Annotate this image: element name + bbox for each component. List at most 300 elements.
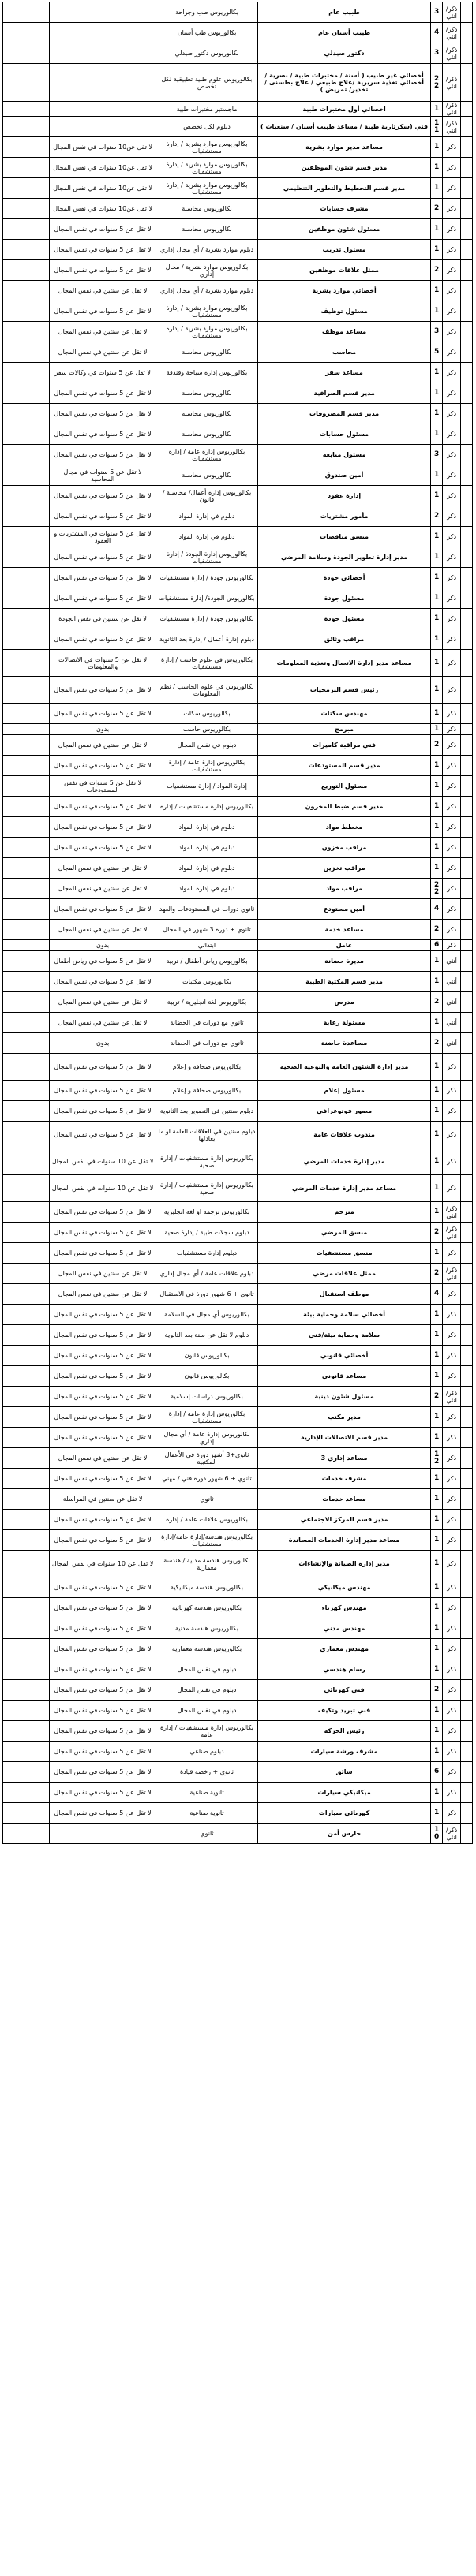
job-title-cell: مراقب مواد bbox=[257, 879, 430, 899]
count-cell: 2 bbox=[431, 1033, 443, 1054]
row-number-cell bbox=[461, 363, 473, 383]
table-row bbox=[3, 629, 473, 650]
blank-cell bbox=[3, 838, 50, 858]
count-cell: 1 bbox=[431, 1783, 443, 1803]
blank-cell bbox=[3, 1305, 50, 1325]
blank-cell bbox=[3, 1387, 50, 1407]
blank-cell bbox=[3, 465, 50, 486]
row-number-cell bbox=[461, 1081, 473, 1101]
row-number-cell bbox=[461, 102, 473, 117]
blank-cell bbox=[3, 301, 50, 322]
gender-cell: ذكر bbox=[443, 1448, 461, 1469]
qualification-cell: ثانوي bbox=[156, 1489, 258, 1510]
count-cell: 1 bbox=[431, 1175, 443, 1202]
qualification-cell: بكالوريوس إدارة مستشفيات / إدارة عامة bbox=[156, 1721, 258, 1742]
job-vacancies-sheet bbox=[2, 2, 473, 1844]
table-row bbox=[3, 1101, 473, 1122]
gender-cell: ذكر bbox=[443, 363, 461, 383]
table-row bbox=[3, 1223, 473, 1243]
blank-cell bbox=[3, 1489, 50, 1510]
gender-cell: ذكر bbox=[443, 199, 461, 219]
blank-cell bbox=[3, 322, 50, 342]
row-number-cell bbox=[461, 1721, 473, 1742]
row-number-cell bbox=[461, 527, 473, 547]
experience-cell: لا تقل عن 5 سنوات في نفس المجال bbox=[50, 1721, 156, 1742]
experience-cell: لا تقل عن سنتين في نفس المجال bbox=[50, 281, 156, 301]
job-title-cell: مدرس bbox=[257, 992, 430, 1013]
experience-cell: لا تقل عن سنتين في نفس المجال bbox=[50, 992, 156, 1013]
experience-cell: لا تقل عن 5 سنوات في نفس المجال bbox=[50, 1101, 156, 1122]
experience-cell: لا تقل عن 10 سنوات في نفس المجال bbox=[50, 1551, 156, 1577]
row-number-cell bbox=[461, 1618, 473, 1639]
blank-cell bbox=[3, 1469, 50, 1489]
gender-cell: ذكر bbox=[443, 383, 461, 404]
gender-cell: ذكر bbox=[443, 609, 461, 629]
row-number-cell bbox=[461, 1305, 473, 1325]
table-row bbox=[3, 972, 473, 992]
count-cell: 2 bbox=[431, 992, 443, 1013]
count-cell: 2 bbox=[431, 920, 443, 940]
blank-cell bbox=[3, 724, 50, 735]
experience-cell: لا تقل عن 5 سنوات في نفس المجال bbox=[50, 838, 156, 858]
experience-cell: لا تقل عن 5 سنوات في نفس المجال bbox=[50, 756, 156, 776]
qualification-cell: بكالوريوس لغة انجليزية / تربية bbox=[156, 992, 258, 1013]
job-title-cell: ميكانيكي سيارات bbox=[257, 1783, 430, 1803]
job-title-cell: مدير إدارة خدمات المرضي bbox=[257, 1148, 430, 1175]
count-cell: 1 bbox=[431, 704, 443, 724]
table-row bbox=[3, 301, 473, 322]
blank-cell bbox=[3, 1721, 50, 1742]
gender-cell: ذكر bbox=[443, 1598, 461, 1618]
count-cell: 1 bbox=[431, 1013, 443, 1033]
qualification-cell: دبلوم سنتين في التصوير بعد الثانوية bbox=[156, 1101, 258, 1122]
job-title-cell: دكتور صيدلي bbox=[257, 43, 430, 64]
experience-cell: لا تقل عن 5 سنوات في نفس المجال bbox=[50, 301, 156, 322]
qualification-cell: بكالوريوس صحافة و إعلام bbox=[156, 1081, 258, 1101]
gender-cell: ذكر bbox=[443, 1577, 461, 1598]
experience-cell: لا تقل عن 5 سنوات في نفس المجال bbox=[50, 240, 156, 260]
blank-cell bbox=[3, 219, 50, 240]
blank-cell bbox=[3, 951, 50, 972]
count-cell: 1 bbox=[431, 1803, 443, 1824]
job-title-cell: فني مراقبة كاميرات bbox=[257, 735, 430, 756]
count-cell: 1 bbox=[431, 178, 443, 199]
qualification-cell: بكالوريوس قانون bbox=[156, 1366, 258, 1387]
blank-cell bbox=[3, 445, 50, 465]
count-cell: 1 bbox=[431, 424, 443, 445]
count-cell: 1 bbox=[431, 1243, 443, 1264]
row-number-cell bbox=[461, 1701, 473, 1721]
count-cell: 10 bbox=[431, 1824, 443, 1844]
qualification-cell: ثانوي bbox=[156, 1824, 258, 1844]
experience-cell: لا تقل عن 5 سنوات في المشتريات و العقود bbox=[50, 527, 156, 547]
row-number-cell bbox=[461, 1101, 473, 1122]
job-title-cell: مساعد مدير إدارة الاتصال وتغذية المعلومات bbox=[257, 650, 430, 677]
blank-cell bbox=[3, 1428, 50, 1448]
blank-cell bbox=[3, 1824, 50, 1844]
blank-cell bbox=[3, 1407, 50, 1428]
row-number-cell bbox=[461, 858, 473, 879]
job-title-cell: حارس أمن bbox=[257, 1824, 430, 1844]
experience-cell: لا تقل عن 5 سنوات في نفس المجال bbox=[50, 588, 156, 609]
table-row bbox=[3, 465, 473, 486]
job-title-cell: رئيس قسم البرمجيات bbox=[257, 677, 430, 704]
qualification-cell: ثانوي + 6 شهور دورة في الاستقبال bbox=[156, 1284, 258, 1305]
blank-cell bbox=[3, 1366, 50, 1387]
experience-cell: لا تقل عن10 سنوات في نفس المجال bbox=[50, 158, 156, 178]
row-number-cell bbox=[461, 629, 473, 650]
count-cell: 1 bbox=[431, 1305, 443, 1325]
row-number-cell bbox=[461, 972, 473, 992]
count-cell: 3 bbox=[431, 43, 443, 64]
gender-cell: ذكر bbox=[443, 704, 461, 724]
experience-cell: لا تقل عن سنتين في نفس الجودة bbox=[50, 609, 156, 629]
qualification-cell: ثانوي + دورة 3 شهور في المجال bbox=[156, 920, 258, 940]
gender-cell: ذكر bbox=[443, 1243, 461, 1264]
experience-cell: لا تقل عن 5 سنوات في نفس المجال bbox=[50, 1598, 156, 1618]
gender-cell: ذكر bbox=[443, 240, 461, 260]
count-cell: 1 bbox=[431, 1469, 443, 1489]
count-cell: 1 bbox=[431, 650, 443, 677]
experience-cell: لا تقل عن 5 سنوات في نفس المجال bbox=[50, 1202, 156, 1223]
table-row bbox=[3, 1551, 473, 1577]
qualification-cell: بكالوريوس موارد بشرية / إدارة مستشفيات bbox=[156, 322, 258, 342]
row-number-cell bbox=[461, 992, 473, 1013]
qualification-cell: بكالوريوس جودة / إدارة مستشفيات bbox=[156, 609, 258, 629]
count-cell: 4 bbox=[431, 1284, 443, 1305]
row-number-cell bbox=[461, 724, 473, 735]
blank-cell bbox=[3, 1346, 50, 1366]
experience-cell bbox=[50, 117, 156, 137]
gender-cell: ذكر bbox=[443, 424, 461, 445]
count-cell: 2 bbox=[431, 199, 443, 219]
row-number-cell bbox=[461, 940, 473, 951]
table-row bbox=[3, 1469, 473, 1489]
table-row bbox=[3, 1510, 473, 1530]
table-row bbox=[3, 588, 473, 609]
job-title-cell: رئيس الحركة bbox=[257, 1721, 430, 1742]
row-number-cell bbox=[461, 1659, 473, 1680]
row-number-cell bbox=[461, 43, 473, 64]
job-title-cell: مدير قسم التخطيط والتطوير التنظيمي bbox=[257, 178, 430, 199]
row-number-cell bbox=[461, 838, 473, 858]
blank-cell bbox=[3, 199, 50, 219]
gender-cell: ذكر bbox=[443, 219, 461, 240]
table-row bbox=[3, 240, 473, 260]
gender-cell: ذكر bbox=[443, 1081, 461, 1101]
gender-cell: ذكر bbox=[443, 879, 461, 899]
count-cell: 1 bbox=[431, 1325, 443, 1346]
blank-cell bbox=[3, 1551, 50, 1577]
job-title-cell: أخصائي قانوني bbox=[257, 1346, 430, 1366]
experience-cell: لا تقل عن 5 سنوات في الاتصالات والمعلومات bbox=[50, 650, 156, 677]
gender-cell: ذكر bbox=[443, 137, 461, 158]
experience-cell: لا تقل عن 5 سنوات في نفس المجال bbox=[50, 1428, 156, 1448]
blank-cell bbox=[3, 1803, 50, 1824]
qualification-cell: بكالوريوس صحافة و إعلام bbox=[156, 1054, 258, 1081]
table-row bbox=[3, 102, 473, 117]
experience-cell: بدون bbox=[50, 1033, 156, 1054]
job-title-cell: مساعد خدمات bbox=[257, 1489, 430, 1510]
blank-cell bbox=[3, 879, 50, 899]
blank-cell bbox=[3, 629, 50, 650]
job-title-cell: منسق المرضي bbox=[257, 1223, 430, 1243]
experience-cell bbox=[50, 102, 156, 117]
count-cell: 4 bbox=[431, 23, 443, 43]
experience-cell: لا تقل عن 5 سنوات في نفس المجال bbox=[50, 404, 156, 424]
row-number-cell bbox=[461, 117, 473, 137]
row-number-cell bbox=[461, 383, 473, 404]
row-number-cell bbox=[461, 756, 473, 776]
row-number-cell bbox=[461, 178, 473, 199]
gender-cell: ذكر bbox=[443, 1101, 461, 1122]
gender-cell: ذكر bbox=[443, 1618, 461, 1639]
table-row bbox=[3, 735, 473, 756]
gender-cell: ذكر bbox=[443, 1803, 461, 1824]
experience-cell: لا تقل عن 5 سنوات في نفس المجال bbox=[50, 1346, 156, 1366]
job-vacancies-table bbox=[2, 2, 473, 1844]
experience-cell: لا تقل عن 10 سنوات في نفس المجال bbox=[50, 1175, 156, 1202]
experience-cell: لا تقل عن 5 سنوات في مجال المحاسبة bbox=[50, 465, 156, 486]
row-number-cell bbox=[461, 1243, 473, 1264]
count-cell: 1 bbox=[431, 1101, 443, 1122]
table-row bbox=[3, 838, 473, 858]
count-cell: 1 bbox=[431, 1346, 443, 1366]
qualification-cell: بكالوريوس موارد بشرية / إدارة مستشفيات bbox=[156, 158, 258, 178]
experience-cell: لا تقل عن 5 سنوات في نفس المجال bbox=[50, 1530, 156, 1551]
experience-cell: لا تقل عن 5 سنوات في نفس المجال bbox=[50, 219, 156, 240]
experience-cell: لا تقل عن سنتين في المراسلة bbox=[50, 1489, 156, 1510]
row-number-cell bbox=[461, 1448, 473, 1469]
experience-cell: لا تقل عن 5 سنوات في نفس المجال bbox=[50, 1577, 156, 1598]
experience-cell: لا تقل عن 5 سنوات في نفس المجال bbox=[50, 1639, 156, 1659]
experience-cell: لا تقل عن 5 سنوات في نفس المجال bbox=[50, 1305, 156, 1325]
qualification-cell: بكالوريوس طب وجراحة bbox=[156, 2, 258, 23]
gender-cell: ذكر bbox=[443, 776, 461, 797]
job-title-cell: مصور فوتوغرافي bbox=[257, 1101, 430, 1122]
row-number-cell bbox=[461, 1680, 473, 1701]
row-number-cell bbox=[461, 342, 473, 363]
table-row bbox=[3, 1803, 473, 1824]
qualification-cell: دبلوم في إدارة المواد bbox=[156, 817, 258, 838]
table-row bbox=[3, 1577, 473, 1598]
qualification-cell: بكالوريوس دكتور صيدلي bbox=[156, 43, 258, 64]
table-row bbox=[3, 858, 473, 879]
table-row bbox=[3, 178, 473, 199]
experience-cell: لا تقل عن 5 سنوات في نفس المجال bbox=[50, 797, 156, 817]
blank-cell bbox=[3, 486, 50, 506]
blank-cell bbox=[3, 547, 50, 568]
count-cell: 1 bbox=[431, 527, 443, 547]
job-title-cell: منسق مستشفيات bbox=[257, 1243, 430, 1264]
qualification-cell: ثانوي مع دورات في الحضانة bbox=[156, 1033, 258, 1054]
blank-cell bbox=[3, 1448, 50, 1469]
blank-cell bbox=[3, 342, 50, 363]
count-cell: 3 bbox=[431, 2, 443, 23]
row-number-cell bbox=[461, 219, 473, 240]
gender-cell: ذكر bbox=[443, 465, 461, 486]
gender-cell: ذكر bbox=[443, 1054, 461, 1081]
gender-cell: ذكر bbox=[443, 677, 461, 704]
table-row bbox=[3, 2, 473, 23]
job-title-cell: مهندس سكتات bbox=[257, 704, 430, 724]
job-title-cell: محاسب bbox=[257, 342, 430, 363]
job-title-cell: فني (سكرتارية طبية / مساعد طبيب أسنان / سنعيات ) bbox=[257, 117, 430, 137]
table-row bbox=[3, 219, 473, 240]
table-row bbox=[3, 342, 473, 363]
row-number-cell bbox=[461, 1054, 473, 1081]
experience-cell bbox=[50, 43, 156, 64]
qualification-cell: بكالوريوس إدارة عامة / إدارة مستشفيات bbox=[156, 445, 258, 465]
blank-cell bbox=[3, 704, 50, 724]
experience-cell: لا تقل عن 5 سنوات في نفس المجال bbox=[50, 1122, 156, 1148]
table-row bbox=[3, 1202, 473, 1223]
experience-cell: بدون bbox=[50, 724, 156, 735]
qualification-cell: بكالوريوس قانون bbox=[156, 1346, 258, 1366]
blank-cell bbox=[3, 1680, 50, 1701]
gender-cell: ذكر bbox=[443, 547, 461, 568]
blank-cell bbox=[3, 281, 50, 301]
experience-cell: لا تقل عن 5 سنوات في نفس المجال bbox=[50, 1407, 156, 1428]
table-row bbox=[3, 1448, 473, 1469]
blank-cell bbox=[3, 383, 50, 404]
count-cell: 1 bbox=[431, 797, 443, 817]
count-cell: 1 bbox=[431, 568, 443, 588]
experience-cell: لا تقل عن 5 سنوات في نفس المجال bbox=[50, 1469, 156, 1489]
count-cell: 1 bbox=[431, 137, 443, 158]
experience-cell: لا تقل عن 5 سنوات في نفس المجال bbox=[50, 1742, 156, 1762]
count-cell: 1 bbox=[431, 1148, 443, 1175]
count-cell: 1 bbox=[431, 951, 443, 972]
gender-cell: ذكر bbox=[443, 281, 461, 301]
row-number-cell bbox=[461, 650, 473, 677]
experience-cell: لا تقل عن 10 سنوات في نفس المجال bbox=[50, 1148, 156, 1175]
count-cell: 1 bbox=[431, 465, 443, 486]
gender-cell: ذكر bbox=[443, 1428, 461, 1448]
row-number-cell bbox=[461, 797, 473, 817]
count-cell: 1 bbox=[431, 724, 443, 735]
table-row bbox=[3, 1701, 473, 1721]
gender-cell: ذكر bbox=[443, 1701, 461, 1721]
job-title-cell: مسئول متابعة bbox=[257, 445, 430, 465]
blank-cell bbox=[3, 609, 50, 629]
qualification-cell: بكالوريوس الجودة/ إدارة مستشفيات bbox=[156, 588, 258, 609]
job-title-cell: مساعدة حاضنة bbox=[257, 1033, 430, 1054]
count-cell: 1 bbox=[431, 219, 443, 240]
experience-cell: لا تقل عن 5 سنوات في نفس المجال bbox=[50, 817, 156, 838]
qualification-cell: بكالوريوس موارد بشرية / إدارة مستشفيات bbox=[156, 137, 258, 158]
row-number-cell bbox=[461, 951, 473, 972]
blank-cell bbox=[3, 240, 50, 260]
gender-cell: ذكر/ انثي bbox=[443, 43, 461, 64]
blank-cell bbox=[3, 23, 50, 43]
qualification-cell: ثانوي + رخصة قيادة bbox=[156, 1762, 258, 1783]
row-number-cell bbox=[461, 1469, 473, 1489]
blank-cell bbox=[3, 1033, 50, 1054]
count-cell: 12 bbox=[431, 1448, 443, 1469]
job-title-cell: مسئول تدريب bbox=[257, 240, 430, 260]
table-row bbox=[3, 1081, 473, 1101]
row-number-cell bbox=[461, 424, 473, 445]
qualification-cell: بكالوريوس رياض أطفال / تربية bbox=[156, 951, 258, 972]
count-cell: 22 bbox=[431, 64, 443, 102]
count-cell: 1 bbox=[431, 1618, 443, 1639]
row-number-cell bbox=[461, 1783, 473, 1803]
experience-cell: لا تقل عن 5 سنوات في نفس المجال bbox=[50, 260, 156, 281]
experience-cell: لا تقل عن 5 سنوات في نفس المجال bbox=[50, 1366, 156, 1387]
count-cell: 1 bbox=[431, 486, 443, 506]
job-title-cell: مساعد إداري 3 bbox=[257, 1448, 430, 1469]
qualification-cell: بكالوريوس علوم طبية تطبيقية لكل تخصص bbox=[156, 64, 258, 102]
job-title-cell: مدير قسم ضبط المخزون bbox=[257, 797, 430, 817]
experience-cell: لا تقل عن10 سنوات في نفس المجال bbox=[50, 137, 156, 158]
gender-cell: ذكر bbox=[443, 1659, 461, 1680]
job-title-cell: منسق مناقصات bbox=[257, 527, 430, 547]
table-row bbox=[3, 1721, 473, 1742]
table-row bbox=[3, 1387, 473, 1407]
count-cell: 1 bbox=[431, 1081, 443, 1101]
experience-cell: لا تقل عن سنتين في نفس المجال bbox=[50, 322, 156, 342]
blank-cell bbox=[3, 1013, 50, 1033]
qualification-cell: بكالوريوس محاسبة bbox=[156, 404, 258, 424]
count-cell: 3 bbox=[431, 322, 443, 342]
gender-cell: ذكر bbox=[443, 797, 461, 817]
table-row bbox=[3, 383, 473, 404]
qualification-cell: دبلوم في نفس المجال bbox=[156, 1701, 258, 1721]
row-number-cell bbox=[461, 588, 473, 609]
row-number-cell bbox=[461, 64, 473, 102]
gender-cell: ذكر bbox=[443, 486, 461, 506]
row-number-cell bbox=[461, 677, 473, 704]
job-title-cell: سلامة وحماية بيئة/فني bbox=[257, 1325, 430, 1346]
experience-cell: لا تقل عن 5 سنوات في نفس المجال bbox=[50, 629, 156, 650]
blank-cell bbox=[3, 1081, 50, 1101]
blank-cell bbox=[3, 102, 50, 117]
job-title-cell: مدير إدارة الشئون العامة والتوعية الصحية bbox=[257, 1054, 430, 1081]
count-cell: 1 bbox=[431, 1122, 443, 1148]
job-title-cell: مساعد قانوني bbox=[257, 1366, 430, 1387]
experience-cell: لا تقل عن10 سنوات في نفس المجال bbox=[50, 178, 156, 199]
count-cell: 6 bbox=[431, 940, 443, 951]
experience-cell: لا تقل عن 5 سنوات في نفس المجال bbox=[50, 1803, 156, 1824]
row-number-cell bbox=[461, 1223, 473, 1243]
count-cell: 1 bbox=[431, 1639, 443, 1659]
qualification-cell: بكالوريوس مكتبات bbox=[156, 972, 258, 992]
gender-cell: ذكر bbox=[443, 322, 461, 342]
blank-cell bbox=[3, 756, 50, 776]
job-title-cell: مراقب وثائق bbox=[257, 629, 430, 650]
count-cell: 1 bbox=[431, 1577, 443, 1598]
table-row bbox=[3, 260, 473, 281]
job-title-cell: مسئول جودة bbox=[257, 588, 430, 609]
qualification-cell: بكالوريوس طب أسنان bbox=[156, 23, 258, 43]
row-number-cell bbox=[461, 1366, 473, 1387]
count-cell: 2 bbox=[431, 260, 443, 281]
gender-cell: ذكر/ انثي bbox=[443, 1824, 461, 1844]
table-row bbox=[3, 1033, 473, 1054]
blank-cell bbox=[3, 1659, 50, 1680]
row-number-cell bbox=[461, 776, 473, 797]
blank-cell bbox=[3, 1618, 50, 1639]
row-number-cell bbox=[461, 1346, 473, 1366]
qualification-cell: ثانوية صناعية bbox=[156, 1803, 258, 1824]
gender-cell: ذكر bbox=[443, 260, 461, 281]
job-title-cell: مسئول إعلام bbox=[257, 1081, 430, 1101]
row-number-cell bbox=[461, 1325, 473, 1346]
experience-cell: لا تقل عن10 سنوات في نفس المجال bbox=[50, 199, 156, 219]
job-title-cell: مسئول شئون موظفين bbox=[257, 219, 430, 240]
blank-cell bbox=[3, 1284, 50, 1305]
